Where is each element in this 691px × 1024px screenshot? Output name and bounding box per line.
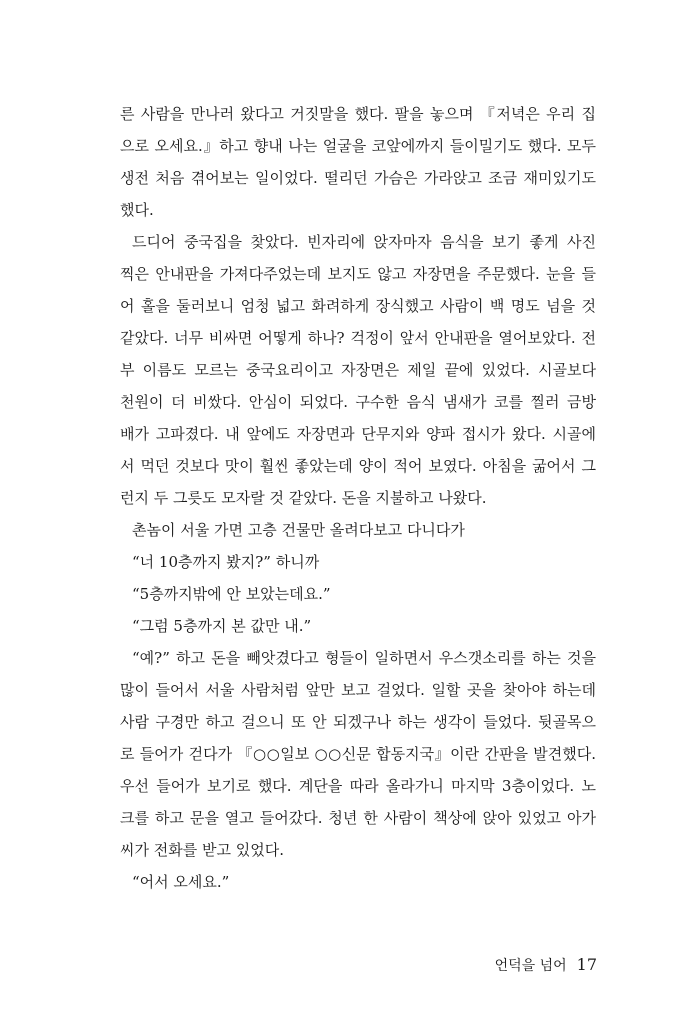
text-line: 천원이 더 비쌌다. 안심이 되었다. 구수한 음식 냄새가 코를 찔러 금방 [120,393,596,411]
text-line: “예?” 하고 돈을 빼앗겼다고 형들이 일하면서 우스갯소리를 하는 것을 [132,649,596,667]
text-line: 어 홀을 둘러보니 엄청 넓고 화려하게 장식했고 사람이 백 명도 넘을 것 [120,297,596,315]
text-line: 사람 구경만 하고 걸으니 또 안 되겠구나 하는 생각이 들었다. 뒷골목으 [120,713,596,731]
dialogue-line: “어서 오세요.” [132,873,230,891]
dialogue-line: “그럼 5층까지 본 값만 내.” [132,617,312,635]
dialogue-line: “5층까지밖에 안 보았는데요.” [132,585,331,603]
text-line: 으로 오세요.』하고 향내 나는 얼굴을 코앞에까지 들이밀기도 했다. 모두 [120,137,596,155]
text-line: 생전 처음 겪어보는 일이었다. 떨리던 가슴은 가라앉고 조금 재미있기도 [120,169,596,187]
running-title: 언덕을 넘어 [494,958,567,974]
text-line: 드디어 중국집을 찾았다. 빈자리에 앉자마자 음식을 보기 좋게 사진 [132,233,596,251]
page-footer [495,953,597,977]
text-line: 우선 들어가 보기로 했다. 계단을 따라 올라가니 마지막 3층이었다. 노 [120,777,596,795]
text-line: 했다. [120,201,154,219]
text-line: 같았다. 너무 비싸면 어떻게 하나? 걱정이 앞서 안내판을 열어보았다. 전 [120,329,596,347]
dialogue-line: “너 10층까지 봤지?” 하니까 [132,553,320,571]
text-line: 크를 하고 문을 열고 들어갔다. 청년 한 사람이 책상에 앉아 있었고 아가 [120,809,596,827]
body-text [120,98,596,898]
text-line: 씨가 전화를 받고 있었다. [120,841,284,859]
text-line: 많이 들어서 서울 사람처럼 앞만 보고 걸었다. 일할 곳을 찾아야 하는데 [120,681,596,699]
text-line: 로 들어가 걷다가 『○○일보 ○○신문 합동지국』이란 간판을 발견했다. [120,745,596,763]
text-line: 런지 두 그릇도 모자랄 것 같았다. 돈을 지불하고 나왔다. [120,489,487,507]
text-line: 른 사람을 만나러 왔다고 거짓말을 했다. 팔을 놓으며 『저녁은 우리 집 [120,105,596,123]
text-line: 찍은 안내판을 가져다주었는데 보지도 않고 자장면을 주문했다. 눈을 들 [120,265,596,283]
text-line: 부 이름도 모르는 중국요리이고 자장면은 제일 끝에 있었다. 시골보다 [120,361,596,379]
text-line: 배가 고파졌다. 내 앞에도 자장면과 단무지와 양파 접시가 왔다. 시골에 [120,425,596,443]
text-line: 서 먹던 것보다 맛이 훨씬 좋았는데 양이 적어 보였다. 아침을 굶어서 그 [120,457,596,475]
page-number: 17 [576,955,597,974]
text-line: 촌놈이 서울 가면 고층 건물만 올려다보고 다니다가 [132,521,465,539]
